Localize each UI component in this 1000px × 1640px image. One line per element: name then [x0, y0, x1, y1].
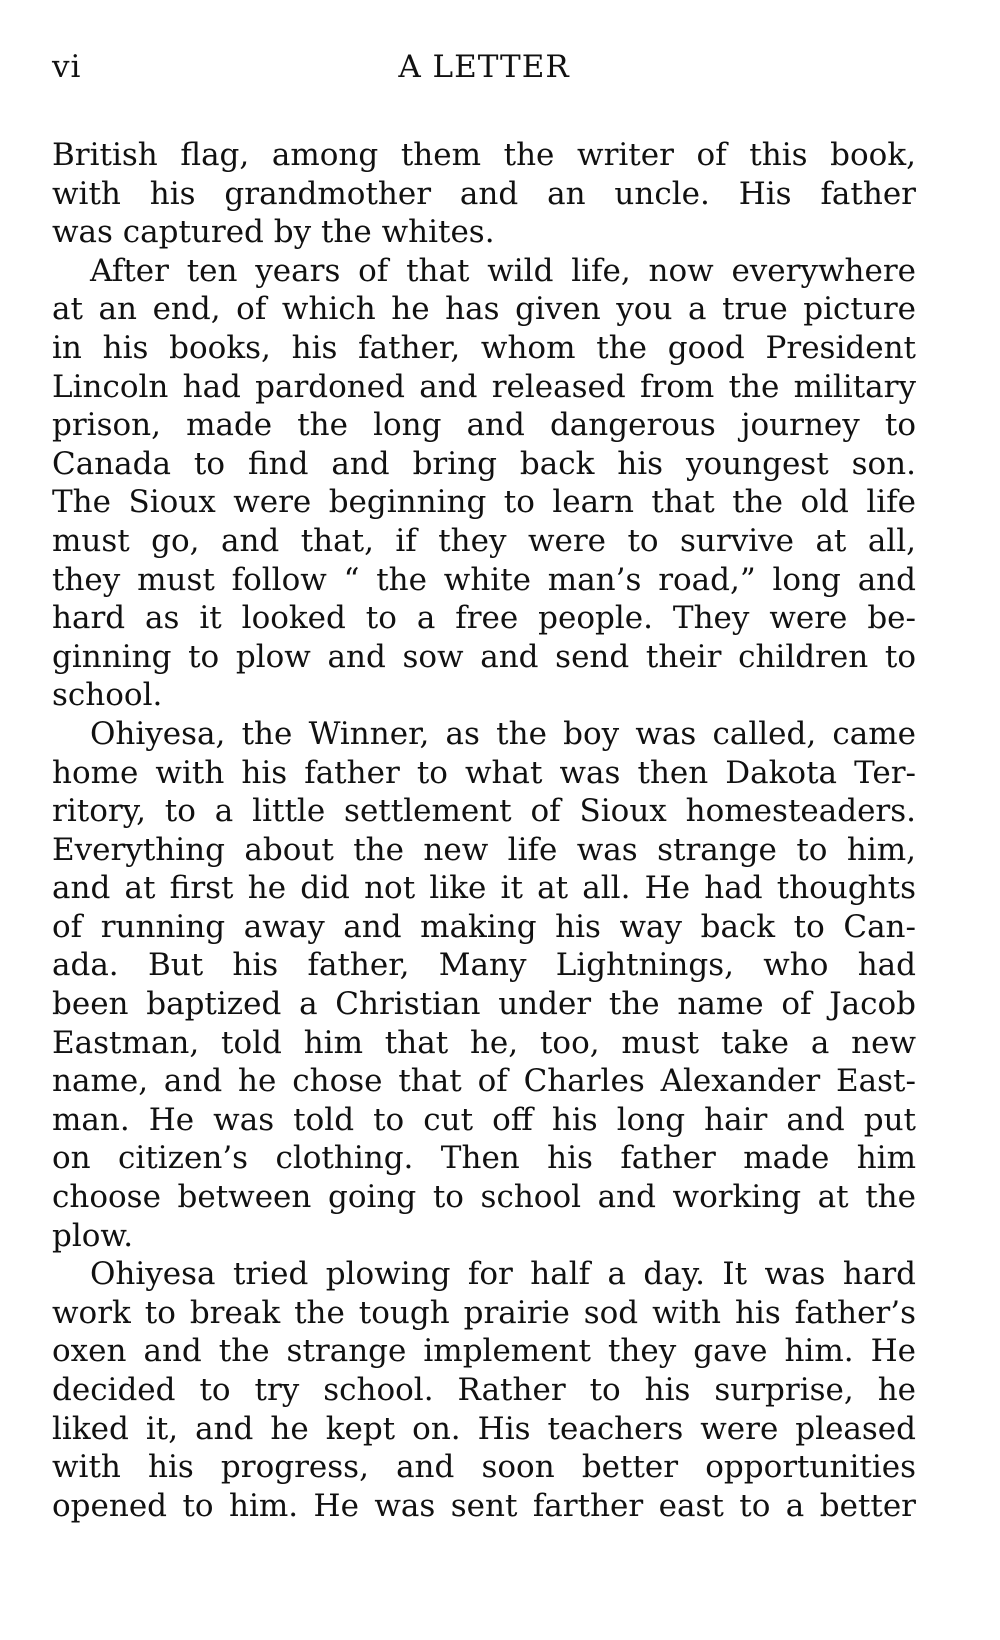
- text-line: prison, made the long and dangerous journey to: [52, 407, 916, 444]
- text-line: Ohiyesa, the Winner, as the boy was called, came: [90, 715, 916, 752]
- page-number: vi: [52, 49, 82, 85]
- text-line: hard as it looked to a free people. They were be-: [52, 600, 916, 637]
- text-line: opened to him. He was sent farther east to a better: [52, 1487, 916, 1524]
- text-line: ritory, to a little settlement of Sioux homesteaders.: [52, 793, 916, 830]
- paragraph-1: [52, 136, 916, 252]
- text-line: ada. But his father, Many Lightnings, who had: [52, 947, 916, 984]
- text-line: with his grandmother and an uncle. His father: [52, 175, 916, 212]
- text-line: was captured by the whites.: [52, 214, 495, 251]
- running-title: A LETTER: [398, 49, 570, 85]
- text-line: at an end, of which he has given you a true picture: [52, 291, 916, 328]
- text-line: they must follow “ the white man’s road,” long and: [52, 561, 916, 598]
- text-line: plow.: [52, 1217, 134, 1254]
- paragraph-3: [52, 715, 916, 1255]
- text-line: name, and he chose that of Charles Alexander East-: [52, 1063, 916, 1100]
- text-line: ginning to plow and sow and send their children to: [52, 638, 916, 675]
- text-line: British flag, among them the writer of this book,: [52, 137, 916, 173]
- body-text: [52, 136, 916, 1525]
- book-page: [52, 42, 916, 1602]
- text-line: Ohiyesa tried plowing for half a day. It was hard: [90, 1256, 916, 1293]
- text-line: Canada to find and bring back his youngest son.: [52, 445, 916, 482]
- text-line: in his books, his father, whom the good President: [52, 329, 916, 366]
- text-line: oxen and the strange implement they gave him. He: [52, 1333, 916, 1370]
- text-line: The Sioux were beginning to learn that the old life: [52, 484, 916, 521]
- text-line: of running away and making his way back to Can-: [52, 908, 916, 945]
- text-line: on citizen’s clothing. Then his father made him: [52, 1140, 916, 1177]
- text-line: After ten years of that wild life, now everywhere: [90, 252, 916, 289]
- text-line: liked it, and he kept on. His teachers were pleased: [52, 1410, 916, 1447]
- text-line: home with his father to what was then Dakota Ter-: [52, 754, 916, 791]
- text-line: Everything about the new life was strange to him,: [52, 831, 916, 868]
- text-line: been baptized a Christian under the name of Jacob: [52, 986, 916, 1023]
- text-line: Lincoln had pardoned and released from the military: [52, 368, 916, 405]
- text-line: must go, and that, if they were to survive at all,: [52, 522, 916, 559]
- text-line: with his progress, and soon better opportunities: [52, 1449, 916, 1486]
- text-line: man. He was told to cut off his long hair and put: [52, 1101, 916, 1138]
- paragraph-4: [52, 1255, 916, 1525]
- text-line: and at first he did not like it at all. He had thoughts: [52, 870, 916, 907]
- paragraph-2: [52, 252, 916, 715]
- text-line: choose between going to school and working at the: [52, 1179, 916, 1216]
- running-head: [52, 42, 916, 92]
- text-line: Eastman, told him that he, too, must take a new: [52, 1024, 916, 1061]
- text-line: work to break the tough prairie sod with his father’s: [52, 1294, 916, 1331]
- text-line: decided to try school. Rather to his surprise, he: [52, 1372, 916, 1408]
- text-line: school.: [52, 677, 163, 714]
